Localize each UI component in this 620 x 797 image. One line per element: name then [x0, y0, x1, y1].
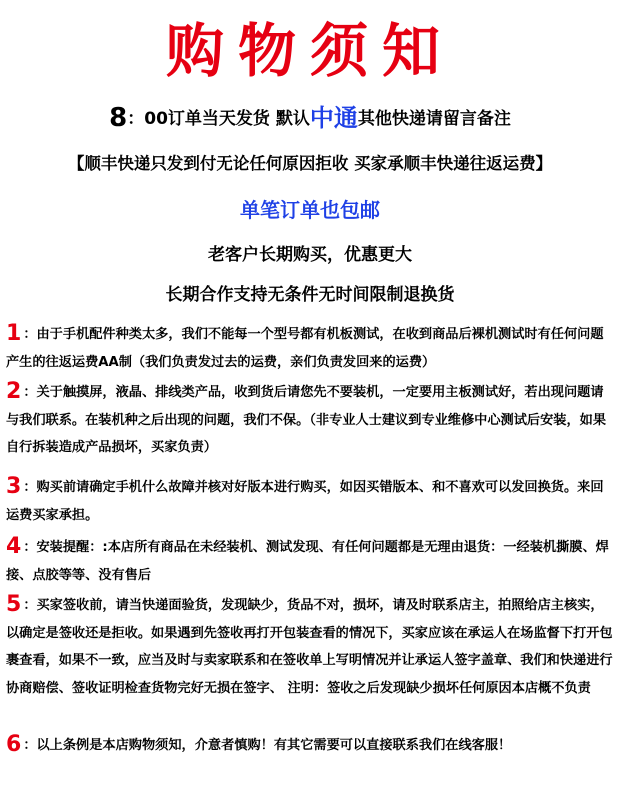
- rule-item: [6, 320, 616, 376]
- sf-express-notice: 【顺丰快递只发到付无论任何原因拒收 买家承顺丰快递往返运费】: [67, 154, 553, 173]
- rule-item: [6, 731, 616, 760]
- shipping-text-a: ：00订单当天发货 默认: [127, 109, 310, 129]
- rule-text: ：买家签收前，请当快递面验货，发现缺少，货品不对，损坏，请及时联系店主，拍照给店主核实，以确定是签收还是拒收。如果遇到先签收再打开包装查看的情况下，买家应该在承运人在场监督下打开包裹查看，如果不一致，应当及时与卖家联系和在签收单上写明情况并让承运人签字盖章、我们和快递进行协商赔偿、签收证明检查货物完好无损在签字、 注明：签收之后发现缺少损坏任何原因本店概不负责: [6, 598, 613, 696]
- return-policy-notice: 长期合作支持无条件无时间限制退换货: [165, 285, 455, 305]
- rule-text: ：由于手机配件种类太多，我们不能每一个型号都有机板测试，在收到商品后裸机测试时有任何问题 产生的往返运费AA制（我们负责发过去的运费，亲们负责发回来的运费）: [6, 327, 604, 370]
- shipping-hour: 8: [109, 103, 128, 133]
- default-courier: 中通: [309, 104, 358, 132]
- rule-number: 2: [6, 379, 22, 404]
- rule-number: 4: [6, 534, 22, 559]
- rule-text: ：关于触摸屏，液晶、排线类产品，收到货后请您先不要装机，一定要用主板测试好，若出现问题请与我们联系。在装机种之后出现的问题，我们不保。（非专业人士建议到专业维修中心测试后安装，如果自行拆装造成产品损坏，买家负责）: [6, 385, 607, 455]
- rule-number: 6: [6, 732, 22, 757]
- rule-item: [6, 473, 616, 529]
- free-shipping-notice: 单笔订单也包邮: [240, 198, 380, 222]
- rule-text: ：以上条例是本店购物须知，介意者慎购！有其它需要可以直接联系我们在线客服！: [23, 738, 512, 753]
- rule-number: 1: [6, 321, 22, 346]
- rule-number: 5: [6, 592, 22, 617]
- page-title: 购物须知: [165, 17, 454, 85]
- rule-item: [6, 378, 616, 462]
- rule-item: [6, 591, 616, 702]
- rule-text: ：购买前请确定手机什么故障并核对好版本进行购买，如因买错版本、和不喜欢可以发回换货。来回运费买家承担。: [6, 480, 604, 523]
- rule-text: ：安装提醒：:本店所有商品在未经装机、测试发现、有任何问题都是无理由退货：一经装机撕膜、焊接、点胶等等、没有售后: [6, 540, 609, 583]
- loyal-customer-notice: 老客户长期购买，优惠更大: [208, 245, 412, 265]
- rule-number: 3: [6, 474, 22, 499]
- rule-item: [6, 533, 616, 589]
- shipping-text-b: 其他快递请留言备注: [357, 109, 511, 129]
- shipping-time-notice: [0, 100, 620, 137]
